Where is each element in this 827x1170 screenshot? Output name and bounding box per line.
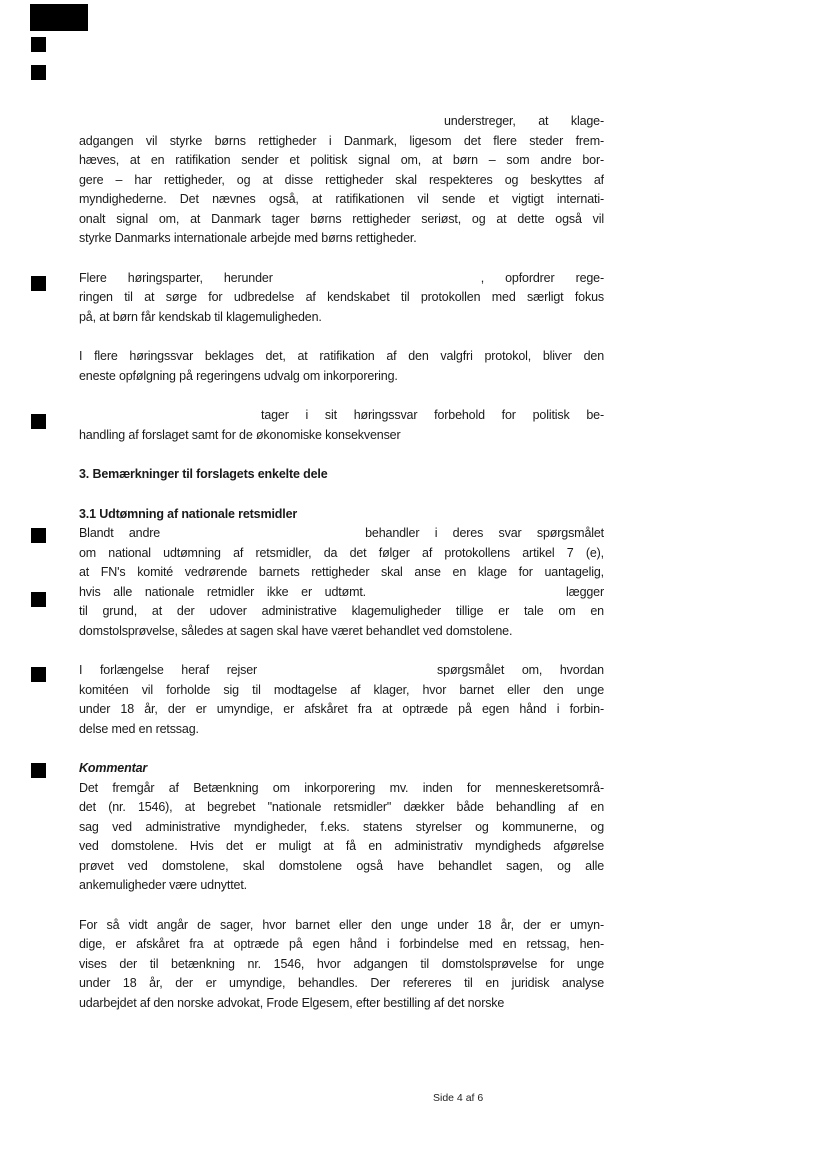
redacted-name-gap	[79, 418, 261, 419]
text-line: sag ved administrative myndigheder, f.eks. statens styrelser og kommunerne, og	[79, 819, 604, 834]
paragraph	[79, 269, 604, 328]
text-line: under 18 år, der er umyndige, behandles. Der refereres til en juridisk analyse	[79, 976, 604, 990]
redaction-mark	[31, 414, 46, 429]
redaction-mark	[31, 592, 46, 607]
text-line: prøvet ved domstolene, skal domstolene også have behandlet sagen, og alle	[79, 858, 604, 873]
text-line: vises der til betænkning nr. 1546, hvor adgangen til domstolsprøvelse for unge	[79, 956, 604, 971]
text-line: I flere høringssvar beklages det, at ratifikation af den valgfri protokol, bliver den	[79, 349, 604, 363]
text-line: domstolsprøvelse, således at sagen skal have været behandlet ved domstolene.	[79, 623, 513, 638]
redaction-mark	[31, 65, 46, 80]
paragraph	[79, 406, 604, 445]
redaction-mark	[31, 276, 46, 291]
text-line: på, at børn får kendskab til klagemuligheden.	[79, 309, 322, 324]
paragraph	[79, 347, 604, 386]
text-line: For så vidt angår de sager, hvor barnet eller den unge under 18 år, der er umyn-	[79, 917, 604, 932]
redaction-mark	[31, 528, 46, 543]
redaction-mark	[31, 37, 46, 52]
text-line: til grund, at der udover administrative klagemuligheder tillige er tale om en	[79, 604, 604, 618]
text-line: ankemuligheder være udnyttet.	[79, 878, 247, 892]
text-line: eneste opfølgning på regeringens udvalg om inkorporering.	[79, 368, 398, 383]
text-line: hvis alle nationale retmidler ikke er udtømt. lægger	[79, 584, 604, 599]
page-number: Side 4 af 6	[433, 1092, 484, 1104]
redacted-name-gap	[79, 124, 444, 125]
text-line: udarbejdet af den norske advokat, Frode Elgesem, efter bestilling af det norske	[79, 995, 505, 1010]
paragraph	[79, 112, 604, 249]
text-line: det (nr. 1546), at begrebet "nationale retsmidler" dækker både behandling af en	[79, 800, 604, 814]
text-line: tager i sit høringssvar forbehold for politisk be-	[79, 406, 604, 426]
redaction-mark	[31, 667, 46, 682]
text-line: handling af forslaget samt for de økonomiske konsekvenser	[79, 427, 401, 442]
text-line: understreger, at klage-	[79, 112, 604, 132]
text-line: I forlængelse heraf rejser spørgsmålet om, hvordan	[79, 663, 604, 677]
page-footer	[433, 1092, 483, 1104]
text-line: gere – har rettigheder, og at disse rettigheder skal respekteres og beskyttes af	[79, 172, 604, 187]
redacted-name-gap	[160, 536, 365, 537]
paragraph	[79, 524, 604, 641]
redacted-name-gap	[366, 595, 566, 596]
redaction-mark	[30, 4, 88, 31]
text-line: Flere høringsparter, herunder , opfordrer rege-	[79, 270, 604, 285]
text-line: delse med en retssag.	[79, 721, 199, 736]
text-line: under 18 år, der er umyndige, er afskåret fra at optræde på egen hånd i forbin-	[79, 702, 604, 716]
text-line: dige, er afskåret fra at optræde på egen hånd i forbindelse med en retssag, hen-	[79, 937, 604, 951]
text-line: Det fremgår af Betænkning om inkorporering mv. inden for menneskeretsområ-	[79, 780, 604, 795]
redacted-name-gap	[273, 281, 481, 282]
section-heading: Kommentar	[79, 761, 148, 775]
paragraph	[79, 779, 604, 896]
section-heading: 3. Bemærkninger til forslagets enkelte dele	[79, 467, 328, 481]
redacted-name-gap	[257, 673, 437, 674]
text-line: komitéen vil forholde sig til modtagelse af klager, hvor barnet eller den unge	[79, 682, 604, 697]
text-line: ringen til at sørge for udbredelse af kendskabet til protokollen med særligt fokus	[79, 290, 604, 304]
section-heading: 3.1 Udtømning af nationale retsmidler	[79, 506, 298, 521]
text-line: at FN's komité vedrørende barnets rettigheder skal anse en klage for uantagelig,	[79, 565, 604, 579]
text-line: om national udtømning af retsmidler, da det følger af protokollens artikel 7 (e),	[79, 545, 604, 560]
text-line: styrke Danmarks internationale arbejde med børns rettigheder.	[79, 231, 417, 245]
text-line: onalt signal om, at Danmark tager børns rettigheder seriøst, og at dette også vil	[79, 211, 604, 226]
paragraph	[79, 916, 604, 1014]
redaction-mark	[31, 763, 46, 778]
text-line: adgangen vil styrke børns rettigheder i Danmark, ligesom det flere steder frem-	[79, 133, 604, 148]
document-body	[79, 112, 604, 1033]
paragraph	[79, 661, 604, 739]
text-line: ved domstolene. Hvis det er muligt at få en administrativ myndigheds afgørelse	[79, 839, 604, 853]
text-line: hæves, at en ratifikation sender et politisk signal om, at børn – som andre bor-	[79, 153, 604, 167]
text-line: myndighederne. Det nævnes også, at ratifikationen vil sende et vigtigt internati-	[79, 192, 604, 206]
text-line: Blandt andre behandler i deres svar spørgsmålet	[79, 526, 604, 540]
